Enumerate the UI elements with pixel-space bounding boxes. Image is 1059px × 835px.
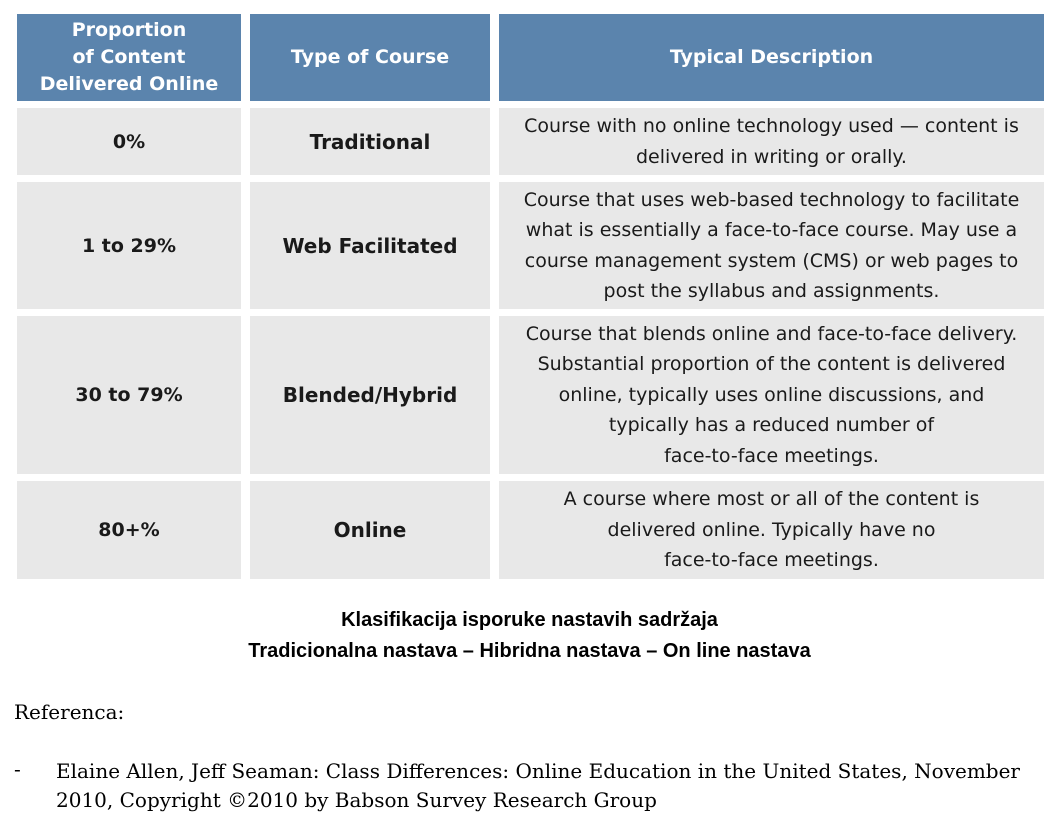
proportion-value: 1 to 29% xyxy=(81,234,177,257)
reference-bullet: - xyxy=(14,757,21,781)
proportion-value: 30 to 79% xyxy=(75,384,183,406)
header-description xyxy=(499,14,1044,101)
row-blended-type xyxy=(250,316,490,474)
caption-line-2: Tradicionalna nastava – Hibridna nastava – On line nastava xyxy=(248,640,811,662)
row-traditional-proportion xyxy=(17,108,241,175)
row-online-description xyxy=(499,481,1044,579)
header-type xyxy=(250,14,490,101)
reference-item: Elaine Allen, Jeff Seaman: Class Differences: Online Education in the United States, November 2010, Copyright ©2010 by Babson Survey Research Group xyxy=(56,759,1020,812)
row-online-type xyxy=(250,481,490,579)
row-web-facilitated-type xyxy=(250,182,490,309)
course-description: Course that blends online and face-to-face delivery. Substantial proportion of the content is delivered online, typically uses online discussions, and typically has a reduced number of face-to-face meetings. xyxy=(525,322,1018,467)
row-web-facilitated-proportion xyxy=(17,182,241,309)
header-type-label: Type of Course xyxy=(290,46,450,68)
caption-line-1: Klasifikacija isporuke nastavih sadržaja xyxy=(341,609,718,631)
course-description: A course where most or all of the content is delivered online. Typically have no face-to-face meetings. xyxy=(563,488,980,572)
row-traditional-description xyxy=(499,108,1044,175)
course-description: Course that uses web-based technology to facilitate what is essentially a face-to-face course. May use a course management system (CMS) or web pages to post the syllabus and assignments. xyxy=(523,188,1020,302)
row-blended-proportion xyxy=(17,316,241,474)
row-traditional-type xyxy=(250,108,490,175)
row-web-facilitated-description xyxy=(499,182,1044,309)
proportion-value: 80+% xyxy=(98,519,160,541)
course-type: Web Facilitated xyxy=(282,233,458,258)
proportion-value: 0% xyxy=(112,130,146,153)
row-blended-description xyxy=(499,316,1044,474)
row-online-proportion xyxy=(17,481,241,579)
references-label: Referenca: xyxy=(14,700,125,724)
course-description: Course with no online technology used — content is delivered in writing or orally. xyxy=(524,115,1019,168)
course-type: Blended/Hybrid xyxy=(282,383,458,407)
course-classification-table xyxy=(17,14,1044,579)
course-type: Online xyxy=(333,518,407,542)
header-proportion xyxy=(17,14,241,101)
header-proportion-label: Proportion of Content Delivered Online xyxy=(39,19,219,95)
course-type: Traditional xyxy=(309,129,431,154)
header-description-label: Typical Description xyxy=(669,46,874,68)
